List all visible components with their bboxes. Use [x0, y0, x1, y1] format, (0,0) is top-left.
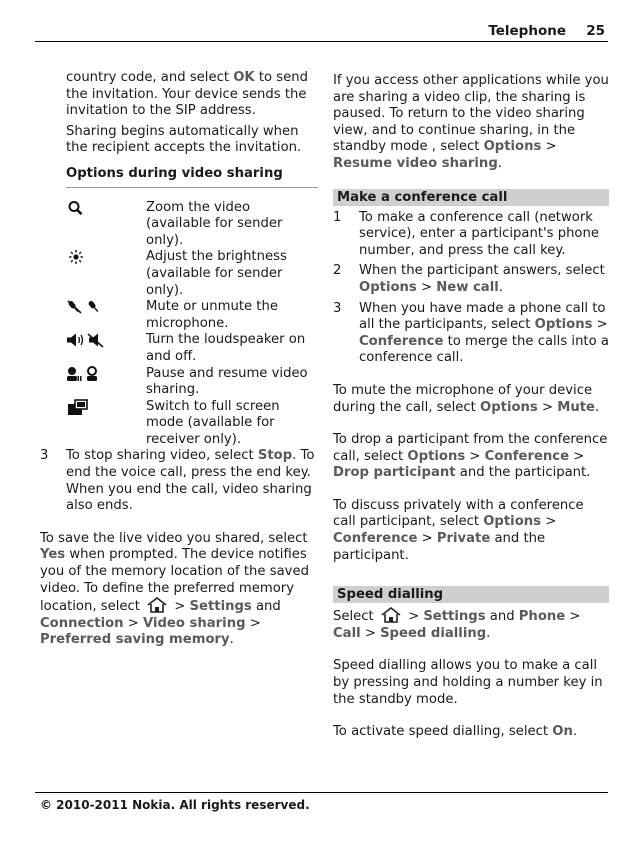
speed-dialling-path: Select > Settings and Phone > Call > Speed dialling. [333, 609, 581, 641]
conference-command: Conference [484, 448, 570, 464]
options-command: Options [480, 399, 538, 415]
step-number: 2 [333, 263, 342, 279]
option-row-full-screen [66, 399, 318, 449]
option-text: Mute or unmute the microphone. [146, 299, 278, 331]
right-column [333, 73, 609, 741]
settings-command: Settings [189, 599, 252, 615]
speed-dialling-heading: Speed dialling [333, 586, 609, 603]
option-row-brightness [66, 249, 318, 299]
activate-speed-dialling-paragraph: To activate speed dialling, select On. [333, 724, 578, 740]
conference-command: Conference [333, 531, 418, 547]
drop-participant-paragraph: To drop a participant from the conference call, select Options > Conference > Drop participant and the participant. [333, 432, 608, 481]
conference-step-2 [333, 263, 609, 296]
yes-command: Yes [40, 547, 66, 563]
stop-command: Stop [257, 448, 293, 464]
settings-command: Settings [423, 609, 486, 625]
options-icon-table [40, 200, 318, 449]
resume-video-sharing-command: Resume video sharing [333, 155, 498, 171]
zoom-icon [66, 200, 86, 216]
pause-resume-icon [66, 366, 108, 382]
step-number: 3 [40, 448, 49, 464]
home-icon [380, 607, 402, 623]
full-screen-icon [66, 399, 90, 417]
save-video-paragraph: To save the live video you shared, select Yes when prompted. The device notifies you of the memory location of the saved video. To define the preferred memory location, select > Settings and Connection > Video sharing > Preferred saving memory. [40, 530, 309, 648]
options-command: Options [534, 317, 593, 333]
invitation-paragraph: country code, and select OK to send the invitation. Your device sends the invitation to the SIP address. [66, 70, 308, 119]
options-command: Options [483, 139, 542, 155]
call-command: Call [333, 625, 361, 641]
drop-participant-command: Drop participant [333, 465, 456, 481]
copyright-footer: © 2010-2011 Nokia. All rights reserved. [40, 798, 310, 812]
option-text: Adjust the brightness (available for sender only). [146, 249, 287, 298]
option-text: Pause and resume video sharing. [146, 365, 308, 398]
options-command: Options [407, 448, 466, 464]
on-command: On [552, 724, 573, 740]
option-text: Switch to full screen mode (available for receiver only). [146, 398, 280, 447]
option-row-loudspeaker [66, 332, 318, 365]
brightness-icon [66, 249, 86, 265]
footer-divider [35, 792, 608, 793]
sharing-begins-paragraph: Sharing begins automatically when the recipient accepts the invitation. [66, 123, 302, 156]
loudspeaker-icon [66, 332, 108, 348]
new-call-command: New call [436, 279, 499, 295]
option-row-zoom [66, 200, 318, 250]
connection-command: Connection [40, 615, 124, 631]
option-text: Turn the loudspeaker on and off. [146, 332, 306, 364]
mute-paragraph: To mute the microphone of your device during the call, select Options > Mute. [333, 382, 600, 415]
speed-dialling-command: Speed dialling [380, 625, 487, 641]
step-text: To make a conference call (network service), enter a participant's phone number, and press the call key. [359, 209, 599, 258]
options-heading: Options during video sharing [66, 165, 283, 181]
speed-dialling-description: Speed dialling allows you to make a call by pressing and holding a number key in the standby mode. [333, 658, 603, 707]
video-sharing-paused-paragraph: If you access other applications while you are sharing a video clip, the sharing is paused. To return to the video sharing view, and to continue sharing, in the standby mode , select Options > Resume video sharing. [333, 73, 609, 171]
options-command: Options [483, 514, 541, 530]
step-text: To stop sharing video, select Stop. To end the voice call, press the end key. When you end the call, video sharing also ends. [66, 448, 315, 514]
home-icon [146, 597, 168, 613]
preferred-saving-memory-command: Preferred saving memory [40, 632, 230, 648]
video-sharing-command: Video sharing [143, 615, 246, 631]
step-number: 3 [333, 300, 342, 316]
header-divider [35, 41, 608, 42]
phone-command: Phone [518, 609, 566, 625]
microphone-mute-icon [66, 299, 106, 315]
header-section-title: Telephone [488, 23, 566, 39]
page-number: 25 [586, 23, 605, 39]
step-number: 1 [333, 209, 342, 225]
step-3 [40, 448, 318, 514]
conference-command: Conference [359, 333, 444, 349]
left-column [40, 70, 318, 649]
step-text: When you have made a phone call to all the participants, select Options > Conference to merge the calls into a conference call. [359, 300, 609, 366]
ok-command: OK [233, 70, 255, 85]
options-command: Options [359, 279, 417, 295]
option-row-pause [66, 366, 318, 399]
options-divider [66, 187, 318, 188]
private-paragraph: To discuss privately with a conference call participant, select Options > Conference > Private and the participant. [333, 497, 584, 563]
option-text: Zoom the video (available for sender only). [146, 199, 283, 248]
conference-step-1 [333, 210, 609, 260]
step-text: When the participant answers, select Options > New call. [359, 263, 605, 295]
mute-command: Mute [557, 399, 595, 415]
conference-step-3 [333, 301, 609, 367]
private-command: Private [436, 531, 491, 547]
option-row-microphone [66, 299, 318, 332]
conference-call-heading: Make a conference call [333, 189, 609, 206]
